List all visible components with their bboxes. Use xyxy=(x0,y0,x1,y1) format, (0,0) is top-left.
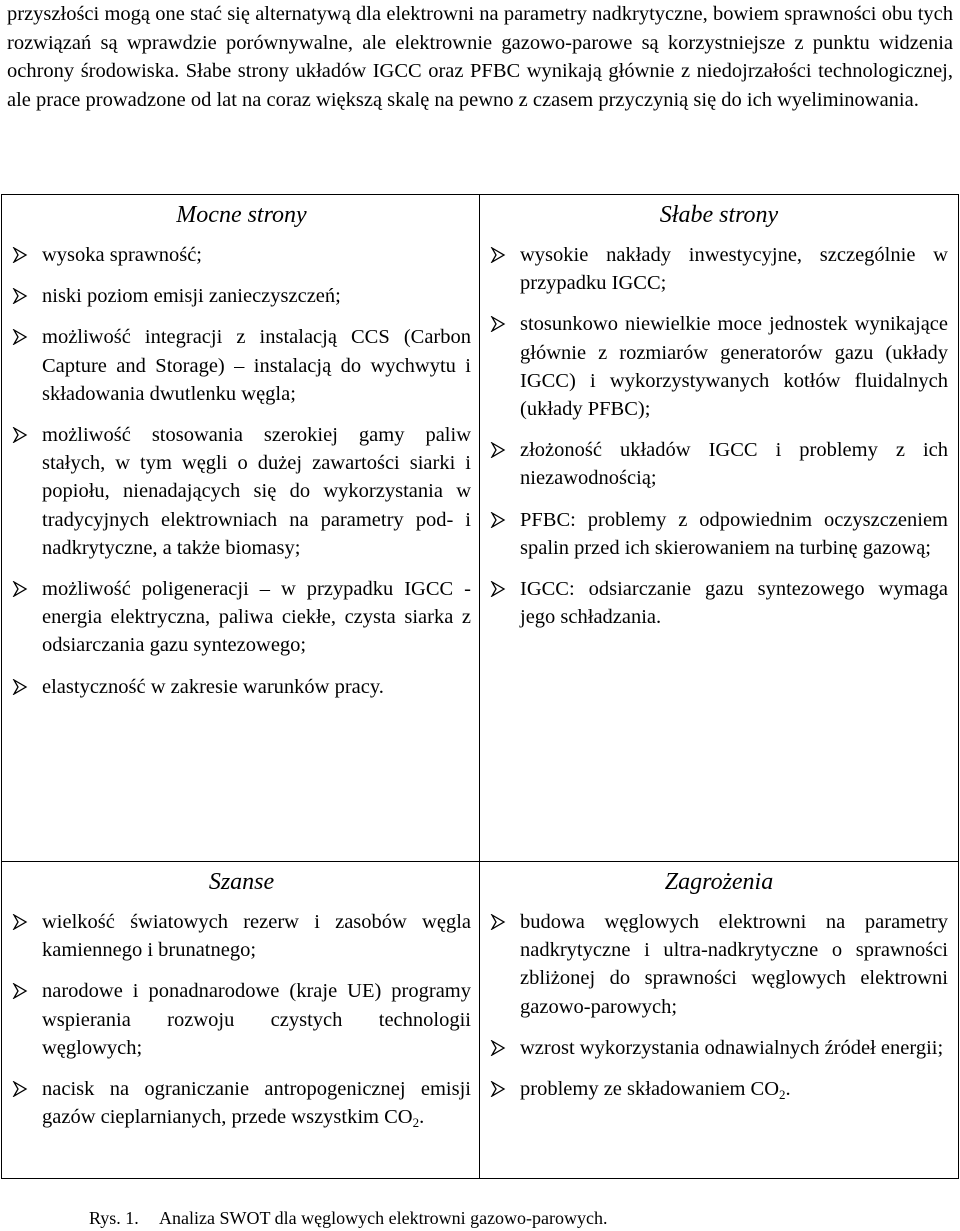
list-item xyxy=(12,241,471,269)
list-item xyxy=(490,310,948,423)
arrow-bullet-icon xyxy=(12,329,28,345)
list-item-text: stosunkowo niewielkie moce jednostek wynikające głównie z rozmiarów generatorów gazu (układy IGCC) i wykorzystywanych kotłów fluidalnych (układy PFBC); xyxy=(520,313,948,421)
list-item-text: możliwość stosowania szerokiej gamy paliw stałych, w tym węgli o dużej zawartości siarki i popiołu, nienadających się do wykorzystania w tradycyjnych elektrowniach na parametry pod- i nadkrytyczne, a także biomasy; xyxy=(42,424,471,559)
list-item-text: wysoka sprawność; xyxy=(42,244,202,266)
arrow-bullet-icon xyxy=(490,316,506,332)
list-item-text: możliwość integracji z instalacją CCS (Carbon Capture and Storage) – instalacją do wychwytu i składowania dwutlenku węgla; xyxy=(42,326,471,405)
list-item xyxy=(12,977,471,1062)
swot-table xyxy=(1,194,959,1179)
arrow-bullet-icon xyxy=(12,1081,28,1097)
strengths-list xyxy=(12,241,471,701)
arrow-bullet-icon xyxy=(490,1040,506,1056)
list-item-text: wielkość światowych rezerw i zasobów węgla kamiennego i brunatnego; xyxy=(42,911,471,962)
list-item-end: . xyxy=(785,1078,791,1101)
list-item xyxy=(12,323,471,408)
subscript: 2 xyxy=(412,1115,420,1131)
opportunities-cell xyxy=(2,862,480,1179)
list-item-text: nacisk na ograniczanie antropogenicznej emisji gazów cieplarnianych, przede wszystkim CO xyxy=(42,1078,471,1129)
list-item xyxy=(490,908,948,1021)
list-item xyxy=(490,575,948,631)
arrow-bullet-icon xyxy=(12,247,28,263)
list-item xyxy=(490,1034,948,1062)
intro-paragraph: przyszłości mogą one stać się alternatywą dla elektrowni na parametry nadkrytyczne, bowiem sprawności obu tych rozwiązań są wprawdzie porównywalne, ale elektrownie gazowo-parowe są korzystniejsze z punktu widzenia ochrony środowiska. Słabe strony układów IGCC oraz PFBC wynikają głównie z niedojrzałości technologicznej, ale prace prowadzone od lat na coraz większą skalę na pewno z czasem przyczynią się do ich wyeliminowania. xyxy=(7,3,953,111)
list-item xyxy=(12,421,471,562)
list-item xyxy=(490,436,948,492)
arrow-bullet-icon xyxy=(490,247,506,263)
strengths-heading: Mocne strony xyxy=(176,202,307,228)
weaknesses-list xyxy=(490,241,948,631)
opportunities-heading: Szanse xyxy=(208,869,275,895)
figure-number: Rys. 1. xyxy=(89,1208,139,1228)
opportunities-list xyxy=(12,908,471,1133)
arrow-bullet-icon xyxy=(12,914,28,930)
list-item-text: możliwość poligeneracji – w przypadku IGCC - energia elektryczna, paliwa ciekłe, czysta siarka z odsiarczania gazu syntezowego; xyxy=(42,578,471,657)
arrow-bullet-icon xyxy=(490,914,506,930)
list-item xyxy=(12,575,471,660)
arrow-bullet-icon xyxy=(12,679,28,695)
list-item xyxy=(490,1075,948,1105)
arrow-bullet-icon xyxy=(490,442,506,458)
list-item xyxy=(12,673,471,701)
list-item xyxy=(490,241,948,297)
figure-caption xyxy=(89,1206,608,1230)
arrow-bullet-icon xyxy=(12,288,28,304)
subscript: 2 xyxy=(779,1087,786,1103)
list-item-text: IGCC: odsiarczanie gazu syntezowego wymaga jego schładzania. xyxy=(520,578,948,629)
list-item-text: złożoność układów IGCC i problemy z ich niezawodnością; xyxy=(520,439,948,490)
list-item-text: problemy ze składowaniem CO xyxy=(520,1078,780,1101)
list-item-text: niski poziom emisji zanieczyszczeń; xyxy=(42,285,341,308)
list-item-text: wysokie nakłady inwestycyjne, szczególnie w przypadku IGCC; xyxy=(520,244,948,295)
list-item xyxy=(12,282,471,310)
list-item xyxy=(12,908,471,964)
threats-cell xyxy=(480,862,959,1179)
weaknesses-cell xyxy=(480,195,959,862)
arrow-bullet-icon xyxy=(490,512,506,528)
arrow-bullet-icon xyxy=(12,581,28,597)
list-item-text: wzrost wykorzystania odnawialnych źródeł energii; xyxy=(520,1036,944,1059)
threats-heading: Zagrożenia xyxy=(664,869,774,895)
figure-caption-text: Analiza SWOT dla węglowych elektrowni gazowo-parowych. xyxy=(159,1208,608,1228)
list-item-end: . xyxy=(419,1106,425,1129)
list-item-text: elastyczność w zakresie warunków pracy. xyxy=(42,675,384,698)
list-item xyxy=(490,506,948,562)
arrow-bullet-icon xyxy=(490,1081,506,1097)
list-item xyxy=(12,1075,471,1133)
list-item-text: budowa węglowych elektrowni na parametry nadkrytyczne i ultra-nadkrytyczne o sprawności zbliżonej do sprawności węglowych elektrowni gazowo-parowych; xyxy=(520,911,948,1018)
list-item-text: PFBC: problemy z odpowiednim oczyszczeniem spalin przed ich skierowaniem na turbinę gazową; xyxy=(520,508,948,559)
arrow-bullet-icon xyxy=(12,983,28,999)
arrow-bullet-icon xyxy=(490,581,506,597)
list-item-text: narodowe i ponadnarodowe (kraje UE) programy wspierania rozwoju czystych technologii węglowych; xyxy=(42,980,471,1059)
threats-list xyxy=(490,908,948,1105)
weaknesses-heading: Słabe strony xyxy=(659,202,779,228)
arrow-bullet-icon xyxy=(12,427,28,443)
strengths-cell xyxy=(2,195,480,862)
